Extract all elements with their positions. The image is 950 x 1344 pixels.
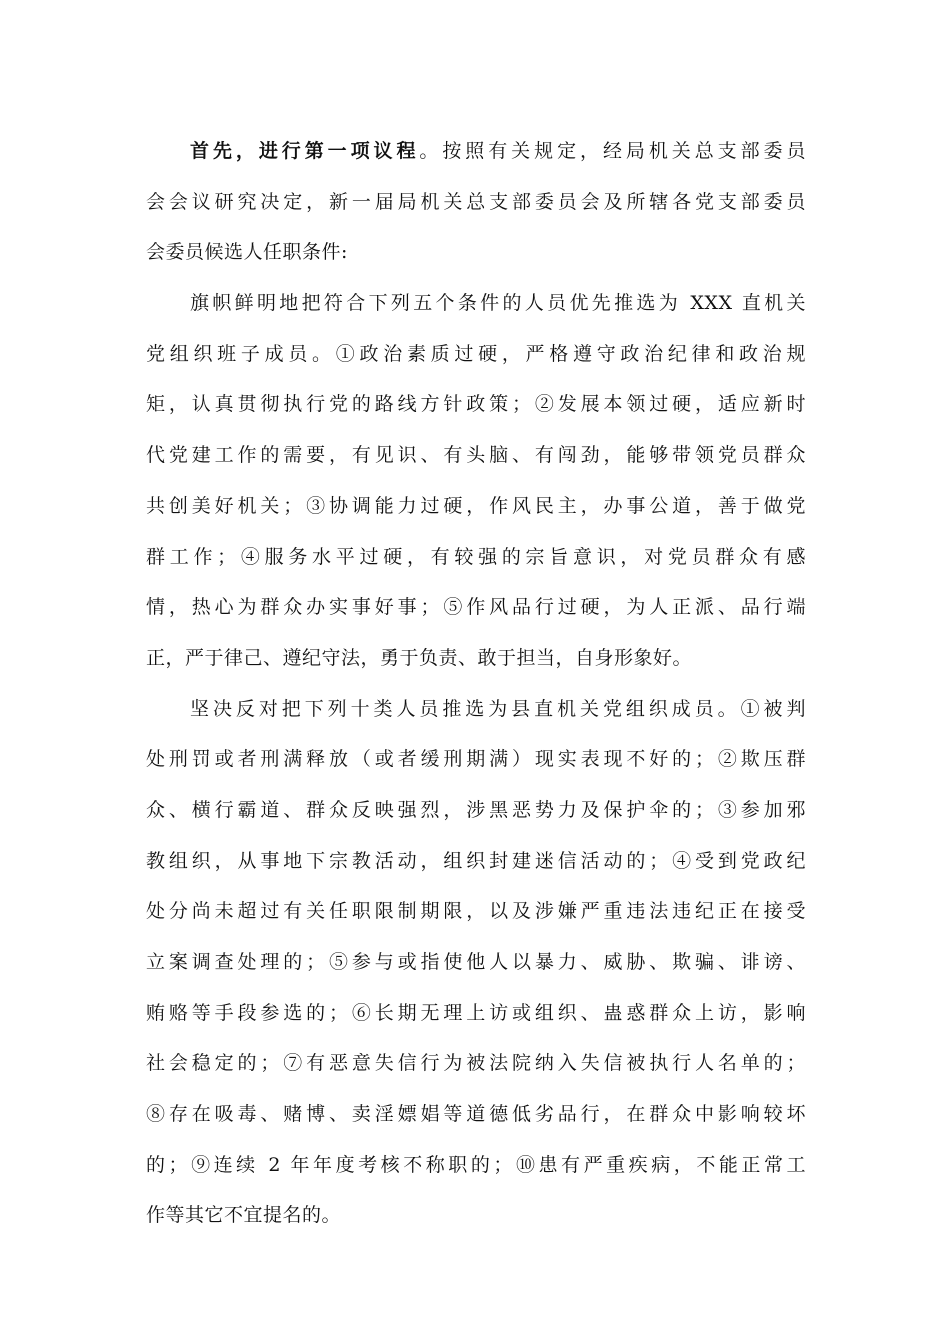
paragraph-3-line-4: 教组织，从事地下宗教活动，组织封建迷信活动的；④受到党政纪 (146, 849, 806, 872)
paragraph-3-line-7: 贿赂等手段参选的；⑥长期无理上访或组织、蛊惑群众上访，影响 (146, 1001, 806, 1024)
paragraph-3-line-5: 处分尚未超过有关任职限制期限，以及涉嫌严重违法违纪正在接受 (146, 900, 806, 923)
paragraph-3-line-2: 处刑罚或者刑满释放（或者缓刑期满）现实表现不好的；②欺压群 (146, 748, 806, 771)
paragraph-2-line-5: 共创美好机关；③协调能力过硬，作风民主，办事公道，善于做党 (146, 494, 806, 517)
paragraph-3-line-9: ⑧存在吸毒、赌博、卖淫嫖娼等道德低劣品行，在群众中影响较坏 (146, 1103, 806, 1126)
paragraph-1-line-3: 会委员候选人任职条件: (146, 241, 348, 264)
document-body (146, 126, 806, 1241)
paragraph-3-line-11: 作等其它不宜提名的。 (146, 1204, 342, 1227)
paragraph-2-line-7: 情，热心为群众办实事好事；⑤作风品行过硬，为人正派、品行端 (146, 596, 806, 619)
paragraph-2-line-2: 党组织班子成员。①政治素质过硬，严格遵守政治纪律和政治规 (146, 342, 806, 365)
paragraph-1-line-2: 会会议研究决定，新一届局机关总支部委员会及所辖各党支部委员 (146, 190, 806, 213)
paragraph-3-line-6: 立案调查处理的；⑤参与或指使他人以暴力、威胁、欺骗、诽谤、 (146, 951, 806, 973)
paragraph-1-line-1-text: 。按照有关规定，经局机关总支部委员 (419, 140, 806, 162)
paragraph-2-line-3: 矩，认真贯彻执行党的路线方针政策；②发展本领过硬，适应新时 (146, 393, 806, 416)
paragraph-2-line-6: 群工作；④服务水平过硬，有较强的宗旨意识，对党员群众有感 (146, 545, 806, 568)
paragraph-3-line-1: 坚决反对把下列十类人员推选为县直机关党组织成员。①被判 (190, 697, 806, 720)
paragraph-2-line-4: 代党建工作的需要，有见识、有头脑、有闯劲，能够带领党员群众 (146, 444, 806, 467)
paragraph-3-line-3: 众、横行霸道、群众反映强烈，涉黑恶势力及保护伞的；③参加邪 (146, 798, 806, 821)
paragraph-3-line-8: 社会稳定的；⑦有恶意失信行为被法院纳入失信被执行人名单的； (146, 1052, 806, 1075)
paragraph-1-line-1 (146, 126, 806, 177)
agenda-lead-text: 首先，进行第一项议程 (190, 140, 420, 162)
paragraph-2-line-1: 旗帜鲜明地把符合下列五个条件的人员优先推选为 XXX 直机关 (190, 292, 806, 315)
paragraph-3-line-10: 的；⑨连续 2 年年度考核不称职的；⑩患有严重疾病，不能正常工 (146, 1153, 806, 1176)
paragraph-2-line-8: 正，严于律己、遵纪守法，勇于负责、敢于担当，自身形象好。 (146, 646, 693, 669)
